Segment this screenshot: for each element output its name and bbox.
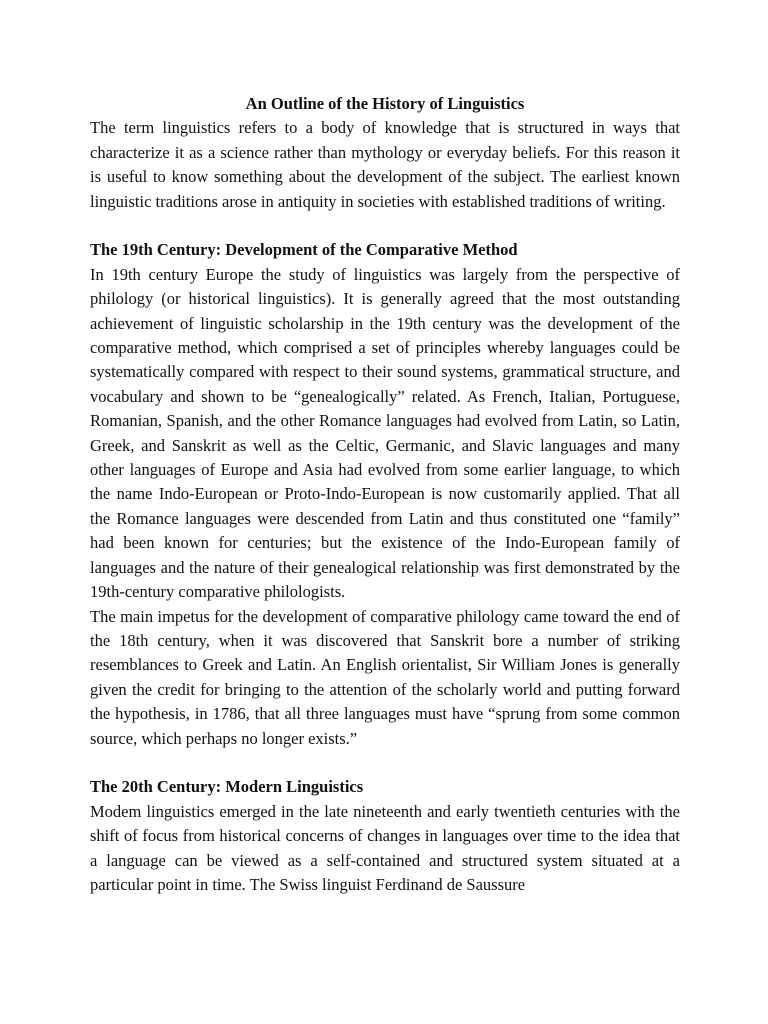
section-heading-20th-century: The 20th Century: Modern Linguistics xyxy=(90,777,364,797)
section-19th-century-paragraph-2: The main impetus for the development of comparative philology came toward the end of the 18th century, when it was discovered that Sanskrit bore a number of striking resemblances to Greek and Latin. An English orientalist, Sir William Jones is generally given the credit for bringing to the attention of the scholarly world and putting forward the hypothesis, in 1786, that all three languages must have “sprung from some common source, which perhaps no longer exists.” xyxy=(90,606,680,748)
document-title: An Outline of the History of Linguistics xyxy=(245,94,525,113)
document-page xyxy=(90,92,680,897)
intro-paragraph: The term linguistics refers to a body of knowledge that is structured in ways that characterize it as a science rather than mythology or everyday beliefs. For this reason it is useful to know something about the development of the subject. The earliest known linguistic traditions arose in antiquity in societies with established traditions of writing. xyxy=(90,118,680,211)
section-heading-19th-century: The 19th Century: Development of the Comparative Method xyxy=(90,240,518,260)
section-20th-century-paragraph-1: Modem linguistics emerged in the late nineteenth and early twentieth centuries with the shift of focus from historical concerns of changes in languages over time to the idea that a language can be viewed as a self-contained and structured system situated at a particular point in time. The Swiss linguist Ferdinand de Saussure xyxy=(90,801,680,894)
section-19th-century-paragraph-1: In 19th century Europe the study of linguistics was largely from the perspective of philology (or historical linguistics). It is generally agreed that the most outstanding achievement of linguistic scholarship in the 19th century was the development of the comparative method, which comprised a set of principles whereby languages could be systematically compared with respect to their sound systems, grammatical structure, and vocabulary and shown to be “genealogically” related. As French, Italian, Portuguese, Romanian, Spanish, and the other Romance languages had evolved from Latin, so Latin, Greek, and Sanskrit as well as the Celtic, Germanic, and Slavic languages and many other languages of Europe and Asia had evolved from some earlier language, to which the name Indo-European or Proto-Indo-European is now customarily applied. That all the Romance languages were descended from Latin and thus constituted one “family” had been known for centuries; but the existence of the Indo-European family of languages and the nature of their genealogical relationship was first demonstrated by the 19th-century comparative philologists. xyxy=(90,264,680,602)
section-gap xyxy=(90,751,680,775)
section-gap xyxy=(90,214,680,238)
